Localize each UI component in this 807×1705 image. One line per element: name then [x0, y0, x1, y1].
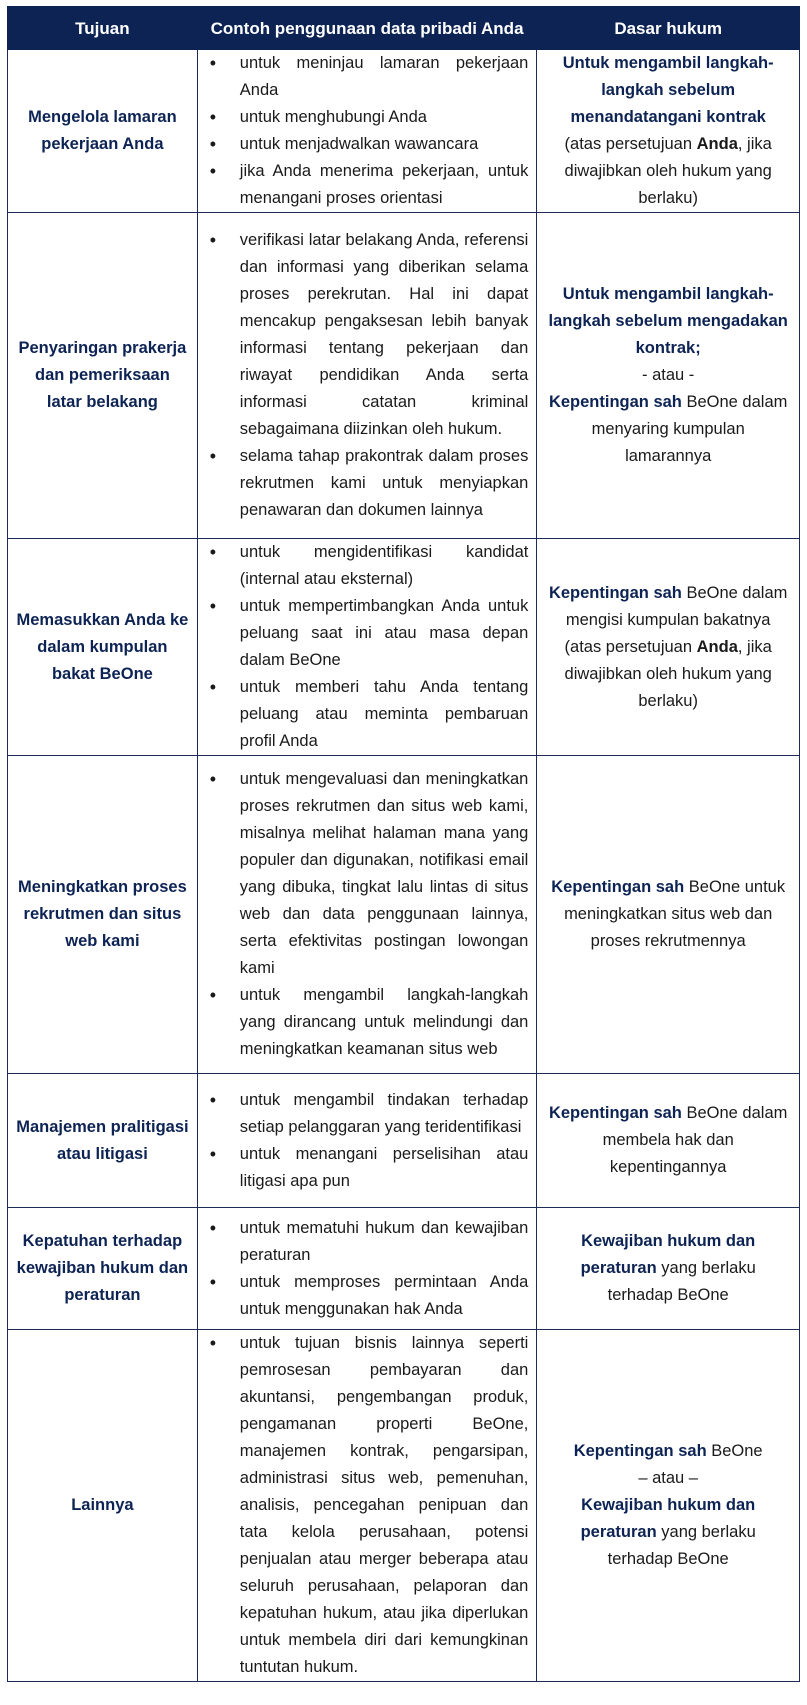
legal-basis-table: [7, 6, 800, 1682]
list-item: • untuk mengevaluasi dan meningkatkan proses rekrutmen dan situs web kami, misalnya melihat halaman mana yang populer dan digunakan, notifikasi email yang dibuka, tingkat lalu lintas di situs web dan data penggunaan lainnya, serta efektivitas postingan lowongan kami: [240, 766, 529, 982]
basis-text: , jika diwajibkan oleh hukum yang berlaku): [564, 135, 772, 207]
list-item: • untuk menjadwalkan wawancara: [240, 131, 529, 158]
examples-list: [202, 766, 529, 1063]
basis-cell: [537, 756, 800, 1074]
basis-text: BeOne dalam membela hak dan kepentingannya: [602, 1104, 788, 1176]
basis-cell: [537, 50, 800, 213]
header-purpose: Tujuan: [8, 7, 198, 50]
table-row: [8, 1330, 800, 1682]
list-item: • untuk mempertimbangkan Anda untuk peluang saat ini atau masa depan dalam BeOne: [240, 593, 529, 674]
examples-cell: [197, 213, 537, 539]
basis-text: yang berlaku terhadap BeOne: [607, 1523, 756, 1568]
basis-text: yang berlaku terhadap BeOne: [607, 1259, 756, 1304]
list-item: • untuk mengidentifikasi kandidat (internal atau eksternal): [240, 539, 529, 593]
table-row: [8, 539, 800, 756]
purpose-cell: Mengelola lamaran pekerjaan Anda: [8, 50, 198, 213]
list-item: • untuk memberi tahu Anda tentang peluang atau meminta pembaruan profil Anda: [240, 674, 529, 755]
basis-cell: [537, 1074, 800, 1208]
basis-highlight: Untuk mengambil langkah-langkah sebelum menandatangani kontrak: [562, 54, 774, 126]
table-row: [8, 1208, 800, 1330]
basis-highlight: Kepentingan sah: [573, 1442, 707, 1460]
examples-list: [202, 1215, 529, 1323]
list-item: • verifikasi latar belakang Anda, referensi dan informasi yang diberikan selama proses perekrutan. Hal ini dapat mencakup pengaksesan lebih banyak informasi tentang pekerjaan dan riwayat pendidikan Anda serta informasi catatan kriminal sebagaimana diizinkan oleh hukum.: [240, 227, 529, 443]
examples-cell: [197, 50, 537, 213]
basis-text: BeOne: [706, 1442, 763, 1460]
basis-text: , jika diwajibkan oleh hukum yang berlaku): [564, 637, 772, 710]
table-row: [8, 213, 800, 539]
purpose-cell: Meningkatkan proses rekrutmen dan situs web kami: [8, 756, 198, 1074]
list-item: • jika Anda menerima pekerjaan, untuk menangani proses orientasi: [240, 158, 529, 212]
header-basis: Dasar hukum: [537, 7, 800, 50]
purpose-cell: Manajemen pralitigasi atau litigasi: [8, 1074, 198, 1208]
basis-highlight: Kewajiban hukum dan peraturan: [580, 1496, 756, 1541]
list-item: • untuk mengambil tindakan terhadap setiap pelanggaran yang teridentifikasi: [240, 1087, 529, 1141]
list-item: • untuk mematuhi hukum dan kewajiban peraturan: [240, 1215, 529, 1269]
basis-cell: [537, 1330, 800, 1682]
basis-text: BeOne dalam mengisi kumpulan bakatnya (atas persetujuan: [564, 583, 788, 656]
purpose-cell: Lainnya: [8, 1330, 198, 1682]
examples-list: [202, 1087, 529, 1195]
table-row: [8, 1074, 800, 1208]
basis-highlight: Kepentingan sah: [548, 393, 682, 411]
list-item: • untuk mengambil langkah-langkah yang dirancang untuk melindungi dan meningkatkan keamanan situs web: [240, 982, 529, 1063]
list-item: • selama tahap prakontrak dalam proses rekrutmen kami untuk menyiapkan penawaran dan dokumen lainnya: [240, 443, 529, 524]
examples-list: [202, 1330, 529, 1681]
examples-cell: [197, 1330, 537, 1682]
basis-bold-word: Anda: [696, 637, 738, 656]
basis-cell: [537, 213, 800, 539]
basis-text: BeOne dalam menyaring kumpulan lamarannya: [591, 393, 788, 465]
list-item: • untuk menghubungi Anda: [240, 104, 529, 131]
examples-list: [202, 539, 529, 755]
basis-highlight: Untuk mengambil langkah-langkah sebelum mengadakan kontrak;: [548, 285, 788, 357]
basis-separator: – atau –: [638, 1469, 698, 1487]
purpose-cell: Memasukkan Anda ke dalam kumpulan bakat BeOne: [8, 539, 198, 756]
examples-cell: [197, 539, 537, 756]
examples-list: [202, 227, 529, 524]
basis-bold-word: Anda: [696, 135, 738, 153]
list-item: • untuk meninjau lamaran pekerjaan Anda: [240, 50, 529, 104]
examples-list: [202, 50, 529, 212]
table-row: [8, 756, 800, 1074]
basis-cell: [537, 539, 800, 756]
basis-text: (atas persetujuan: [564, 135, 697, 153]
purpose-cell: Kepatuhan terhadap kewajiban hukum dan peraturan: [8, 1208, 198, 1330]
basis-highlight: Kepentingan sah: [548, 583, 682, 602]
privacy-table-container: [7, 6, 800, 1682]
purpose-cell: Penyaringan prakerja dan pemeriksaan latar belakang: [8, 213, 198, 539]
basis-separator: - atau -: [642, 366, 695, 384]
table-row: [8, 50, 800, 213]
header-examples: Contoh penggunaan data pribadi Anda: [197, 7, 537, 50]
list-item: • untuk memproses permintaan Anda untuk menggunakan hak Anda: [240, 1269, 529, 1323]
basis-text: BeOne untuk meningkatkan situs web dan proses rekrutmennya: [564, 878, 786, 950]
header-row: [8, 7, 800, 50]
list-item: • untuk menangani perselisihan atau litigasi apa pun: [240, 1141, 529, 1195]
examples-cell: [197, 756, 537, 1074]
basis-highlight: Kewajiban hukum dan peraturan: [580, 1232, 756, 1277]
examples-cell: [197, 1208, 537, 1330]
basis-cell: [537, 1208, 800, 1330]
examples-cell: [197, 1074, 537, 1208]
basis-highlight: Kepentingan sah: [551, 878, 685, 896]
basis-highlight: Kepentingan sah: [548, 1104, 682, 1122]
list-item: • untuk tujuan bisnis lainnya seperti pemrosesan pembayaran dan akuntansi, pengembangan produk, pengamanan properti BeOne, manajemen kontrak, pengarsipan, administrasi situs web, pemenuhan, analisis, pencegahan penipuan dan tata kelola perusahaan, potensi penjualan atau merger beberapa atau seluruh perusahaan, pelaporan dan kepatuhan hukum, atau jika diperlukan untuk membela diri dari kemungkinan tuntutan hukum.: [240, 1330, 529, 1681]
